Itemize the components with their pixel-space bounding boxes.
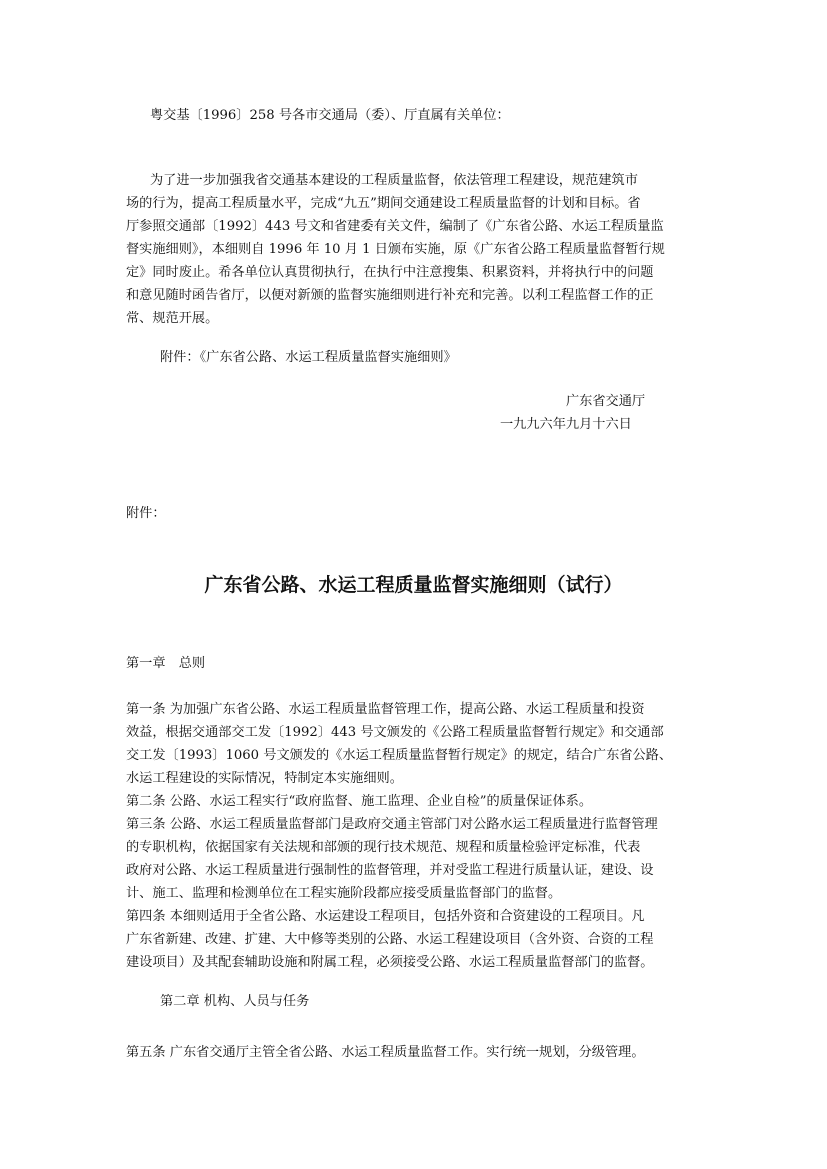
article-line: 效益，根据交通部交工发〔1992〕443 号文颁发的《公路工程质量监督暂行规定》和交通部 xyxy=(126,725,664,740)
article-line: 广东省新建、改建、扩建、大中修等类别的公路、水运工程建设项目（含外资、合资的工程 xyxy=(126,932,654,947)
article-line: 第一条 为加强广东省公路、水运工程质量监督管理工作，提高公路、水运工程质量和投资 xyxy=(126,702,645,717)
chapter-1-heading: 第一章 总则 xyxy=(126,656,206,671)
article-line: 第二条 公路、水运工程实行“政府监督、施工监理、企业自检”的质量保证体系。 xyxy=(126,794,593,809)
document-title: 广东省公路、水运工程质量监督实施细则（试行） xyxy=(204,574,623,596)
intro-line: 厅参照交通部〔1992〕443 号文和省建委有关文件，编制了《广东省公路、水运工程质量监 xyxy=(126,219,664,234)
article-line: 的专职机构，依据国家有关法规和部颁的现行技术规范、规程和质量检验评定标准，代表 xyxy=(126,840,641,855)
intro-line: 场的行为，提高工程质量水平，完成“九五”期间交通建设工程质量监督的计划和目标。省 xyxy=(126,196,641,211)
signature-date: 一九九六年九月十六日 xyxy=(500,417,632,432)
article-line: 第五条 广东省交通厅主管全省公路、水运工程质量监督工作。实行统一规划，分级管理。 xyxy=(126,1045,645,1060)
article-line: 水运工程建设的实际情况，特制定本实施细则。 xyxy=(126,771,403,786)
article-line: 第三条 公路、水运工程质量监督部门是政府交通主管部门对公路水运工程质量进行监督管理 xyxy=(126,817,658,832)
article-line: 建设项目）及其配套辅助设施和附属工程，必须接受公路、水运工程质量监督部门的监督。 xyxy=(126,955,654,970)
intro-line: 定》同时废止。希各单位认真贯彻执行，在执行中注意搜集、积累资料，并将执行中的问题 xyxy=(126,265,654,280)
notice-recipients: 粤交基〔1996〕258 号各市交通局（委）、厅直属有关单位： xyxy=(150,108,510,123)
intro-line: 和意见随时函告省厅，以便对新颁的监督实施细则进行补充和完善。以利工程监督工作的正 xyxy=(126,288,654,303)
intro-line: 督实施细则》，本细则自 1996 年 10 月 1 日颁布实施，原《广东省公路工程质量监督暂行规 xyxy=(126,242,665,257)
attachment-label: 附件： xyxy=(126,506,166,521)
article-line: 计、施工、监理和检测单位在工程实施阶段都应接受质量监督部门的监督。 xyxy=(126,886,562,901)
article-line: 政府对公路、水运工程质量进行强制性的监督管理，并对受监工程进行质量认证，建设、设 xyxy=(126,863,654,878)
attachment-note: 附件：《广东省公路、水运工程质量监督实施细则》 xyxy=(160,350,457,365)
intro-line: 为了进一步加强我省交通基本建设的工程质量监督，依法管理工程建设，规范建筑市 xyxy=(150,173,638,188)
intro-line: 常、规范开展。 xyxy=(126,311,219,326)
signature-org: 广东省交通厅 xyxy=(566,394,646,409)
article-line: 第四条 本细则适用于全省公路、水运建设工程项目，包括外资和合资建设的工程项目。凡 xyxy=(126,909,645,924)
article-line: 交工发〔1993〕1060 号文颁发的《水运工程质量监督暂行规定》的规定，结合广东省公路、 xyxy=(126,748,673,763)
chapter-2-heading: 第二章 机构、人员与任务 xyxy=(160,994,310,1009)
